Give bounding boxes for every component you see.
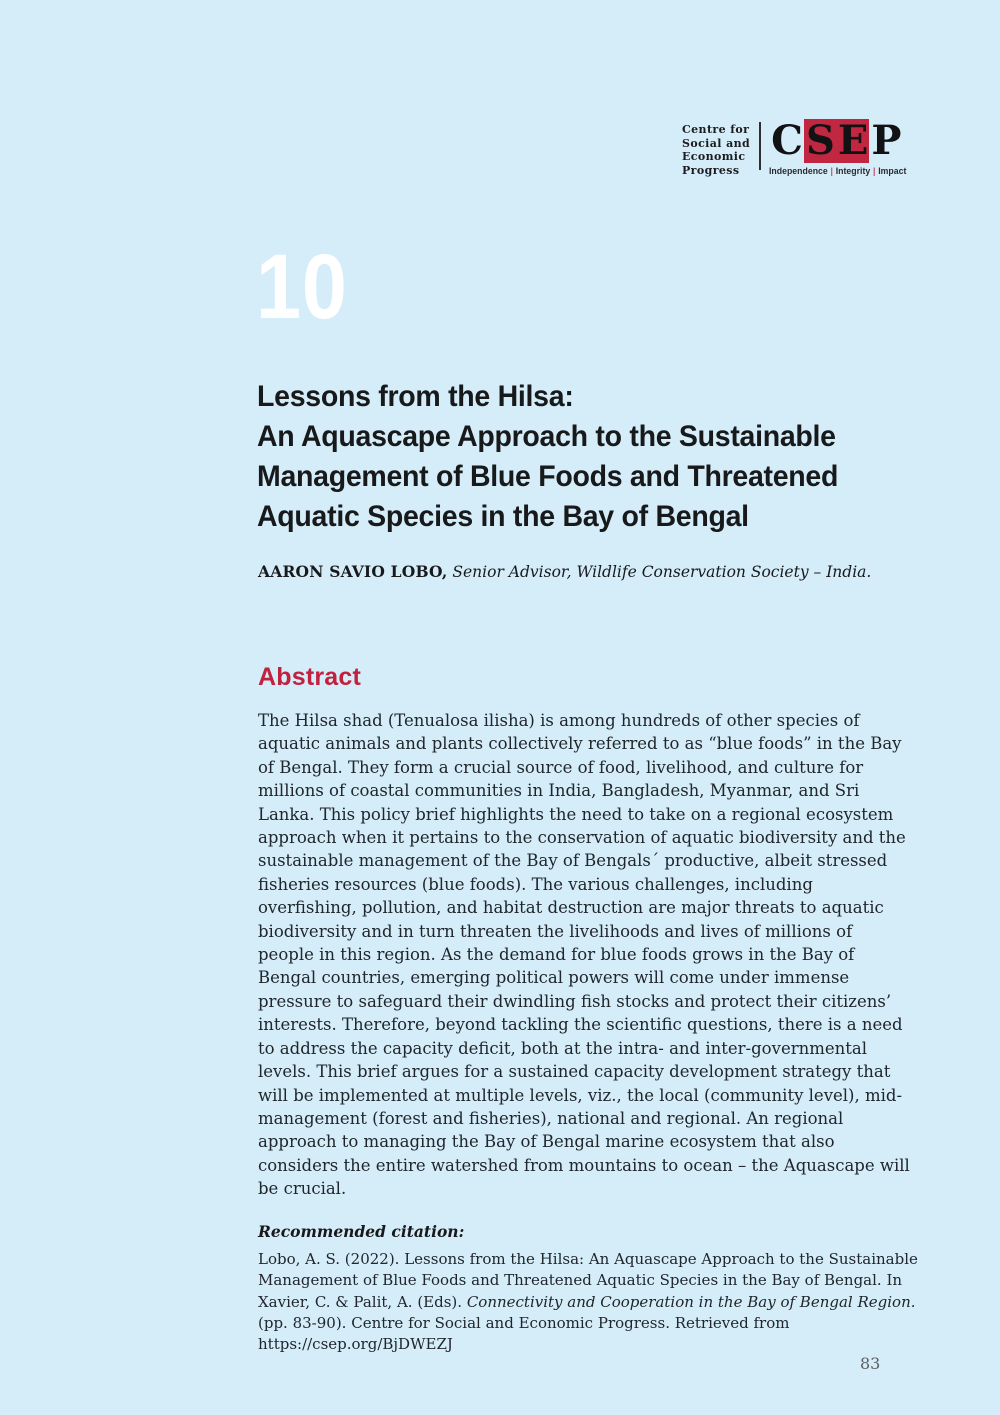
- citation-text: [258, 1249, 926, 1355]
- csep-logo: [682, 119, 918, 177]
- citation-heading: Recommended citation:: [258, 1222, 465, 1241]
- logo-org-line: Social and: [682, 136, 751, 150]
- citation-book-title: Connectivity and Cooperation in the Bay of Bengal Region.: [466, 1292, 916, 1311]
- citation-block: [258, 1222, 926, 1355]
- title-line-4: Aquatic Species in the Bay of Bengal: [257, 500, 749, 533]
- author-name: AARON SAVIO LOBO,: [258, 562, 448, 581]
- logo-letter-s: S: [805, 117, 834, 164]
- logo-letter-p: P: [871, 117, 901, 164]
- chapter-title: [257, 377, 838, 537]
- title-line-3: Management of Blue Foods and Threatened: [257, 460, 839, 493]
- logo-tagline: [769, 166, 906, 177]
- logo-divider: [759, 122, 761, 170]
- logo-letter-c: C: [771, 117, 802, 164]
- logo-letter-e: E: [837, 117, 868, 164]
- tagline-item: Integrity: [835, 166, 871, 177]
- logo-org-line: Progress: [682, 163, 740, 177]
- logo-org-name: [682, 119, 750, 177]
- author-line: [258, 562, 871, 581]
- logo-acronym-block: [769, 119, 918, 177]
- citation-text-end: (pp. 83-90). Centre for Social and Economic Progress. Retrieved from https://csep.org/BjDWEZJ: [258, 1313, 790, 1354]
- author-affiliation: Senior Advisor, Wildlife Conservation Society – India.: [447, 563, 872, 581]
- abstract-heading: Abstract: [258, 663, 362, 691]
- tagline-separator: |: [830, 166, 834, 177]
- abstract-body: The Hilsa shad (Tenualosa ilisha) is among hundreds of other species of aquatic animals and plants collectively referred to as “blue foods” in the Bay of Bengal. They form a crucial source of food, livelihood, and culture for millions of coastal communities in India, Bangladesh, Myanmar, and Sri Lanka. This policy brief highlights the need to take on a regional ecosystem approach when it pertains to the conservation of aquatic biodiversity and the sustainable management of the Bay of Bengals´ productive, albeit stressed fisheries resources (blue foods). The various challenges, including overfishing, pollution, and habitat destruction are major threats to aquatic biodiversity and in turn threaten the livelihoods and lives of millions of people in this region. As the demand for blue foods grows in the Bay of Bengal countries, emerging political powers will come under immense pressure to safeguard their dwindling fish stocks and protect their citizens’ interests. Therefore, beyond tackling the scientific questions, there is a need to address the capacity deficit, both at the intra- and inter-governmental levels. This brief argues for a sustained capacity development strategy that will be implemented at multiple levels, viz., the local (community level), mid-management (forest and fisheries), national and regional. An regional approach to managing the Bay of Bengal marine ecosystem that also considers the entire watershed from mountains to ocean – the Aquascape will be crucial.: [258, 711, 910, 1199]
- tagline-item: Independence: [769, 166, 828, 177]
- title-line-2: An Aquascape Approach to the Sustainable: [257, 420, 836, 453]
- chapter-number: 10: [256, 236, 348, 338]
- citation-text-start: Lobo, A. S. (2022). Lessons from the Hilsa: An Aquascape Approach to the Sustainable Management of Blue Foods and Threatened Aquatic Species in the Bay of Bengal. In Xavier, C. & Palit, A. (Eds).: [258, 1250, 918, 1311]
- csep-wordmark: [769, 119, 918, 163]
- tagline-separator: |: [873, 166, 876, 177]
- page-number: 83: [860, 1354, 881, 1373]
- tagline-item: Impact: [878, 166, 907, 177]
- logo-org-line: Economic: [682, 150, 746, 163]
- title-line-1: Lessons from the Hilsa:: [257, 380, 574, 413]
- logo-org-line: Centre for: [682, 123, 750, 136]
